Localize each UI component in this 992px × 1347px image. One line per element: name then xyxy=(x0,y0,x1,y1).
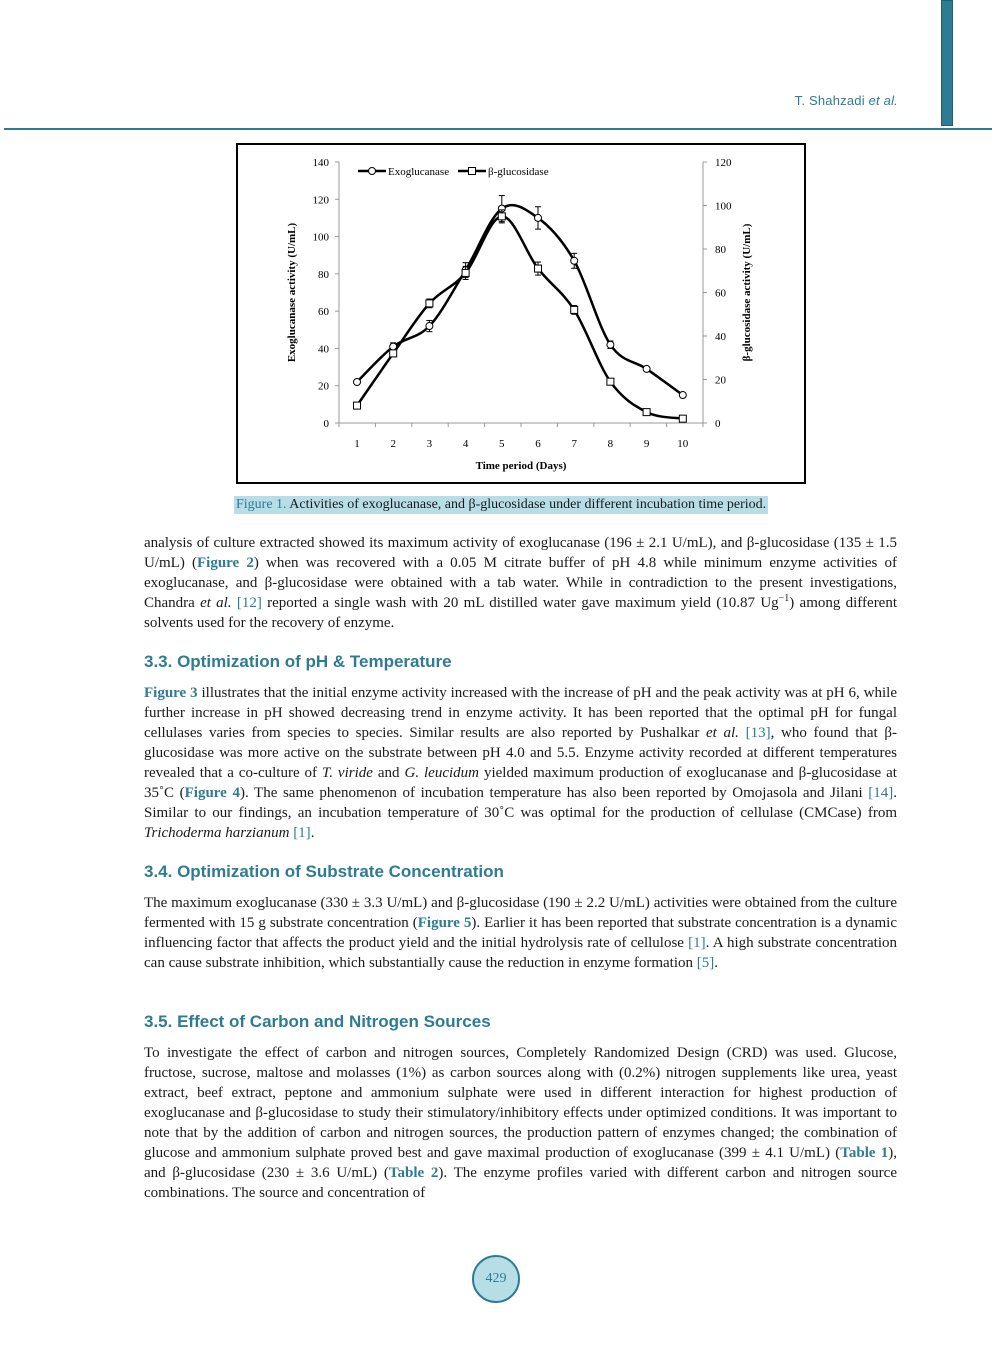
caption-label: Figure 1. xyxy=(236,497,287,512)
svg-text:0: 0 xyxy=(323,418,329,430)
svg-text:80: 80 xyxy=(715,244,726,256)
section-3-4-body: The maximum exoglucanase (330 ± 3.3 U/mL) and β-glucosidase (190 ± 2.2 U/mL) activities were obtained from the culture fermented with 15 g substrate concentration (Figure 5). Earlier it has been reported that substrate concentration is a dynamic influencing factor that affects the product yield and the initial hydrolysis rate of cellulose [1]. A high substrate concentration can cause substrate inhibition, which substantially cause the reduction in enzyme formation [5]. xyxy=(144,895,897,971)
svg-text:10: 10 xyxy=(677,438,689,450)
section-3-5-body: To investigate the effect of carbon and nitrogen sources, Completely Randomized Design (CRD) was used. Glucose, fructose, sucrose, maltose and molasses (1%) as carbon sources along with (0.2%) nitrogen supplements like urea, yeast extract, beef extract, peptone and ammonium sulphate were used in different interaction for highest production of exoglucanase and β-glucosidase to study their stimulatory/inhibitory effects under optimized conditions. It was important to note that by the addition of carbon and nitrogen sources, the production pattern of enzymes changed; the combination of glucose and ammonium sulphate proved best and gave maximal production of exoglucanase (399 ± 4.1 U/mL) (Table 1), and β-glucosidase (230 ± 3.6 U/mL) (Table 2). The enzyme profiles varied with different carbon and nitrogen source combinations. The source and concentration of xyxy=(144,1045,897,1201)
figure-2-link[interactable]: Figure 2 xyxy=(197,555,254,571)
svg-text:6: 6 xyxy=(535,438,541,450)
svg-text:40: 40 xyxy=(715,331,726,343)
svg-text:140: 140 xyxy=(312,157,329,169)
header-rule xyxy=(4,128,992,130)
svg-text:Exoglucanase: Exoglucanase xyxy=(388,166,450,178)
table-1-link[interactable]: Table 1 xyxy=(840,1145,889,1161)
svg-text:20: 20 xyxy=(715,374,726,387)
section-3-5-heading: 3.5. Effect of Carbon and Nitrogen Sources xyxy=(144,1012,491,1031)
svg-text:Exoglucanase activity (U/mL): Exoglucanase activity (U/mL) xyxy=(286,222,298,363)
paragraph-recovery: analysis of culture extracted showed its maximum activity of exoglucanase (196 ± 2.1 U/mL), and β-glucosidase (135 ± 1.5 U/mL) (Figure 2) when was recovered with a 0.05 M citrate buffer of pH 4.8 while minimum enzyme activities of exoglucanase, and β-glucosidase were obtained with a tab water. While in contradiction to the present investigations, Chandra et al. [12] reported a single wash with 20 mL distilled water gave maximum yield (10.87 $Ug^{-1}$) among different solvents used for the recovery of enzyme. xyxy=(144,535,898,631)
svg-text:80: 80 xyxy=(318,268,329,281)
figure-3-link[interactable]: Figure 3 xyxy=(144,685,198,701)
figure-5-link[interactable]: Figure 5 xyxy=(417,915,472,931)
citation-5-link[interactable]: [5] xyxy=(696,955,715,971)
running-header xyxy=(795,93,898,108)
citation-1-link[interactable]: [1] xyxy=(688,935,706,951)
svg-text:β-glucosidase: β-glucosidase xyxy=(488,166,549,178)
svg-text:9: 9 xyxy=(643,438,650,450)
svg-text:β-glucosidase activity (U/mL): β-glucosidase activity (U/mL) xyxy=(741,223,753,362)
citation-1-link[interactable]: [1] xyxy=(293,825,311,841)
svg-text:7: 7 xyxy=(571,438,577,450)
figure-1-chart xyxy=(236,143,806,484)
svg-text:Time period (Days): Time period (Days) xyxy=(475,460,567,472)
citation-14-link[interactable]: [14] xyxy=(868,785,894,801)
svg-text:20: 20 xyxy=(318,380,329,393)
svg-text:60: 60 xyxy=(318,306,329,319)
page-number: 429 xyxy=(472,1255,520,1303)
header-author-suffix: et al. xyxy=(868,93,898,108)
chart-canvas xyxy=(238,145,804,482)
citation-12-link[interactable]: [12] xyxy=(236,595,262,611)
svg-text:4: 4 xyxy=(462,438,469,450)
caption-text: Activities of exoglucanase, and β-glucosidase under different incubation time period. xyxy=(286,497,767,512)
svg-text:100: 100 xyxy=(312,231,329,244)
section-3-3-body: Figure 3 illustrates that the initial enzyme activity increased with the increase of pH and the peak activity was at pH 6, while further increase in pH showed decreasing trend in enzyme activity. It has been reported that the optimal pH for fungal cellulases varies from species to species. Similar results are also reported by Pushalkar et al. [13], who found that β-glucosidase was more active on the substrate between pH 4.0 and 5.5. Enzyme activity recorded at different temperatures revealed that a co-culture of T. viride and G. leucidum yielded maximum production of exoglucanase and β-glucosidase at 35˚C (Figure 4). The same phenomenon of incubation temperature has also been reported by Omojasola and Jilani [14]. Similar to our findings, an incubation temperature of 30˚C was optimal for the production of cellulase (CMCase) from Trichoderma harzianum [1]. xyxy=(144,685,898,841)
citation-13-link[interactable]: [13] xyxy=(745,725,771,741)
side-accent-bar xyxy=(941,0,953,126)
section-3-4-heading: 3.4. Optimization of Substrate Concentration xyxy=(144,862,504,881)
svg-text:8: 8 xyxy=(607,438,614,450)
svg-text:100: 100 xyxy=(715,200,732,213)
figure-1-caption xyxy=(234,496,768,514)
svg-text:120: 120 xyxy=(312,194,329,207)
svg-text:2: 2 xyxy=(390,438,396,450)
svg-text:40: 40 xyxy=(318,343,329,356)
svg-text:1: 1 xyxy=(354,438,360,450)
table-2-link[interactable]: Table 2 xyxy=(388,1165,439,1181)
svg-text:3: 3 xyxy=(426,438,433,450)
header-author: T. Shahzadi xyxy=(794,93,865,108)
svg-text:120: 120 xyxy=(715,157,732,169)
section-3-3-heading: 3.3. Optimization of pH & Temperature xyxy=(144,652,452,671)
svg-text:60: 60 xyxy=(715,287,726,300)
svg-text:0: 0 xyxy=(715,418,721,430)
svg-text:5: 5 xyxy=(499,438,505,450)
figure-4-link[interactable]: Figure 4 xyxy=(184,785,240,801)
